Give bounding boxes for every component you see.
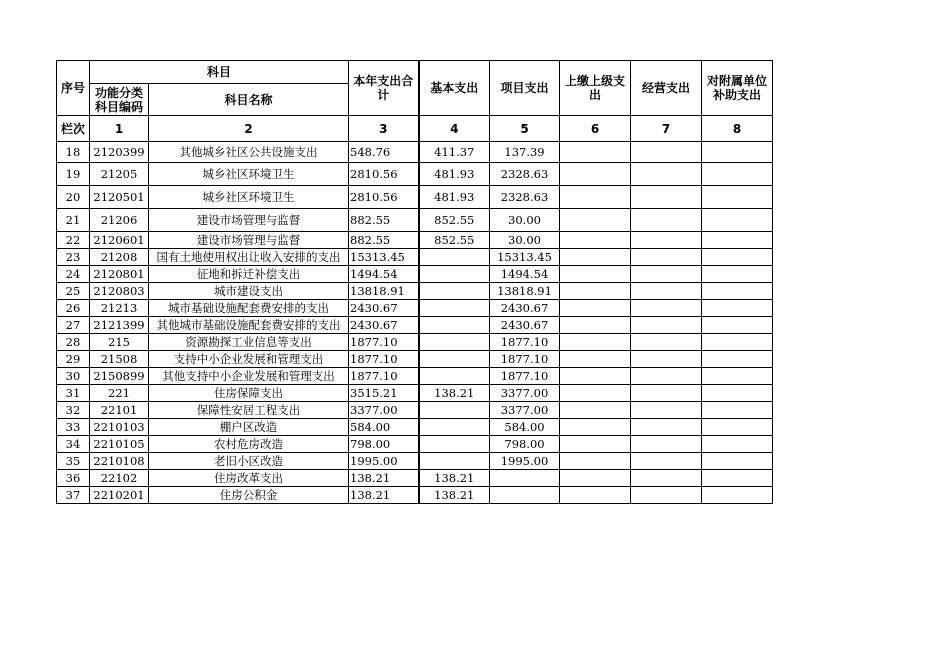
name-cell: 保障性安居工程支出	[149, 402, 349, 419]
name-cell: 其他支持中小企业发展和管理支出	[149, 368, 349, 385]
total-cell: 1995.00	[349, 453, 419, 470]
seq-cell: 20	[57, 186, 90, 209]
business-cell	[631, 470, 702, 487]
upper-cell	[560, 232, 631, 249]
basic-cell: 138.21	[419, 470, 490, 487]
table-row	[57, 487, 773, 504]
total-cell: 584.00	[349, 419, 419, 436]
total-cell: 1494.54	[349, 266, 419, 283]
code-cell: 221	[90, 385, 149, 402]
name-cell: 资源勘探工业信息等支出	[149, 334, 349, 351]
column-index-row	[57, 116, 773, 142]
table-row	[57, 163, 773, 186]
business-cell	[631, 351, 702, 368]
code-cell: 21213	[90, 300, 149, 317]
basic-cell: 138.21	[419, 487, 490, 504]
upper-cell	[560, 266, 631, 283]
seq-cell: 37	[57, 487, 90, 504]
basic-cell	[419, 334, 490, 351]
name-cell: 建设市场管理与监督	[149, 232, 349, 249]
total-cell: 138.21	[349, 470, 419, 487]
upper-cell	[560, 249, 631, 266]
code-cell: 2150899	[90, 368, 149, 385]
table-row	[57, 385, 773, 402]
project-cell: 30.00	[490, 209, 560, 232]
total-cell: 1877.10	[349, 368, 419, 385]
upper-cell	[560, 163, 631, 186]
name-cell: 其他城市基础设施配套费安排的支出	[149, 317, 349, 334]
name-cell: 住房改革支出	[149, 470, 349, 487]
upper-cell	[560, 419, 631, 436]
basic-cell: 852.55	[419, 209, 490, 232]
upper-cell	[560, 209, 631, 232]
project-cell: 3377.00	[490, 385, 560, 402]
project-cell: 13818.91	[490, 283, 560, 300]
basic-cell	[419, 419, 490, 436]
subsidy-cell	[702, 385, 773, 402]
upper-cell	[560, 300, 631, 317]
business-cell	[631, 142, 702, 163]
subsidy-cell	[702, 453, 773, 470]
total-cell: 15313.45	[349, 249, 419, 266]
upper-cell	[560, 402, 631, 419]
total-cell: 138.21	[349, 487, 419, 504]
total-cell: 3377.00	[349, 402, 419, 419]
project-cell: 3377.00	[490, 402, 560, 419]
seq-cell: 30	[57, 368, 90, 385]
code-cell: 215	[90, 334, 149, 351]
code-cell: 21508	[90, 351, 149, 368]
upper-cell	[560, 334, 631, 351]
name-cell: 城乡社区环境卫生	[149, 163, 349, 186]
basic-cell	[419, 249, 490, 266]
subsidy-cell	[702, 470, 773, 487]
code-header: 功能分类科目编码	[90, 84, 149, 116]
business-cell	[631, 249, 702, 266]
subject-header: 科目	[90, 61, 349, 84]
subsidy-cell	[702, 266, 773, 283]
name-cell: 城乡社区环境卫生	[149, 186, 349, 209]
code-cell: 2210108	[90, 453, 149, 470]
upper-cell	[560, 142, 631, 163]
column-index-7: 7	[631, 116, 702, 142]
table-row	[57, 209, 773, 232]
column-index-3: 3	[349, 116, 419, 142]
basic-cell	[419, 283, 490, 300]
project-cell	[490, 487, 560, 504]
project-cell: 1494.54	[490, 266, 560, 283]
seq-cell: 28	[57, 334, 90, 351]
table-row	[57, 186, 773, 209]
subsidy-header: 对附属单位补助支出	[702, 61, 773, 116]
name-cell: 建设市场管理与监督	[149, 209, 349, 232]
upper-cell	[560, 283, 631, 300]
project-cell: 30.00	[490, 232, 560, 249]
table-row	[57, 142, 773, 163]
seq-cell: 36	[57, 470, 90, 487]
project-cell: 1877.10	[490, 334, 560, 351]
code-cell: 22101	[90, 402, 149, 419]
table-row	[57, 436, 773, 453]
project-cell: 137.39	[490, 142, 560, 163]
project-header: 项目支出	[490, 61, 560, 116]
code-cell: 2120803	[90, 283, 149, 300]
basic-cell	[419, 436, 490, 453]
total-cell: 2810.56	[349, 186, 419, 209]
seq-cell: 24	[57, 266, 90, 283]
business-cell	[631, 266, 702, 283]
header-row-1	[57, 61, 773, 84]
basic-cell: 852.55	[419, 232, 490, 249]
code-cell: 21208	[90, 249, 149, 266]
name-cell: 棚户区改造	[149, 419, 349, 436]
basic-cell	[419, 453, 490, 470]
upper-cell	[560, 351, 631, 368]
name-header: 科目名称	[149, 84, 349, 116]
code-cell: 2210105	[90, 436, 149, 453]
total-cell: 2430.67	[349, 300, 419, 317]
table-body	[57, 142, 773, 504]
seq-cell: 19	[57, 163, 90, 186]
code-cell: 2120399	[90, 142, 149, 163]
project-cell: 584.00	[490, 419, 560, 436]
total-cell: 882.55	[349, 209, 419, 232]
column-index-8: 8	[702, 116, 773, 142]
seq-cell: 23	[57, 249, 90, 266]
code-cell: 21205	[90, 163, 149, 186]
subsidy-cell	[702, 209, 773, 232]
total-cell: 882.55	[349, 232, 419, 249]
table-row	[57, 470, 773, 487]
business-cell	[631, 163, 702, 186]
project-cell: 2328.63	[490, 163, 560, 186]
code-cell: 2210103	[90, 419, 149, 436]
project-cell: 15313.45	[490, 249, 560, 266]
column-index-2: 2	[149, 116, 349, 142]
table-row	[57, 402, 773, 419]
seq-cell: 26	[57, 300, 90, 317]
column-index-5: 5	[490, 116, 560, 142]
business-cell	[631, 209, 702, 232]
total-cell: 1877.10	[349, 351, 419, 368]
subsidy-cell	[702, 351, 773, 368]
column-index-6: 6	[560, 116, 631, 142]
seq-cell: 21	[57, 209, 90, 232]
code-cell: 22102	[90, 470, 149, 487]
table-row	[57, 232, 773, 249]
basic-cell	[419, 300, 490, 317]
business-cell	[631, 368, 702, 385]
business-header: 经营支出	[631, 61, 702, 116]
column-index-label: 栏次	[57, 116, 90, 142]
business-cell	[631, 419, 702, 436]
project-cell	[490, 470, 560, 487]
name-cell: 住房保障支出	[149, 385, 349, 402]
project-cell: 1995.00	[490, 453, 560, 470]
business-cell	[631, 453, 702, 470]
table-row	[57, 351, 773, 368]
seq-cell: 33	[57, 419, 90, 436]
name-cell: 城市基础设施配套费安排的支出	[149, 300, 349, 317]
subsidy-cell	[702, 419, 773, 436]
seq-cell: 29	[57, 351, 90, 368]
basic-cell	[419, 402, 490, 419]
subsidy-cell	[702, 334, 773, 351]
upper-cell	[560, 453, 631, 470]
seq-header: 序号	[57, 61, 90, 116]
basic-cell: 411.37	[419, 142, 490, 163]
upper-cell	[560, 368, 631, 385]
business-cell	[631, 300, 702, 317]
project-cell: 1877.10	[490, 368, 560, 385]
business-cell	[631, 436, 702, 453]
total-cell: 798.00	[349, 436, 419, 453]
business-cell	[631, 317, 702, 334]
upper-cell	[560, 186, 631, 209]
table-row	[57, 368, 773, 385]
column-index-1: 1	[90, 116, 149, 142]
basic-cell: 138.21	[419, 385, 490, 402]
basic-cell	[419, 317, 490, 334]
business-cell	[631, 385, 702, 402]
business-cell	[631, 402, 702, 419]
subsidy-cell	[702, 317, 773, 334]
seq-cell: 35	[57, 453, 90, 470]
upper-cell	[560, 470, 631, 487]
total-cell: 2430.67	[349, 317, 419, 334]
subsidy-cell	[702, 163, 773, 186]
total-cell: 13818.91	[349, 283, 419, 300]
seq-cell: 18	[57, 142, 90, 163]
total-cell: 548.76	[349, 142, 419, 163]
seq-cell: 22	[57, 232, 90, 249]
code-cell: 2120601	[90, 232, 149, 249]
code-cell: 21206	[90, 209, 149, 232]
subsidy-cell	[702, 436, 773, 453]
name-cell: 农村危房改造	[149, 436, 349, 453]
basic-header: 基本支出	[419, 61, 490, 116]
subsidy-cell	[702, 402, 773, 419]
project-cell: 798.00	[490, 436, 560, 453]
name-cell: 住房公积金	[149, 487, 349, 504]
business-cell	[631, 487, 702, 504]
column-index-4: 4	[419, 116, 490, 142]
name-cell: 其他城乡社区公共设施支出	[149, 142, 349, 163]
project-cell: 2430.67	[490, 317, 560, 334]
subsidy-cell	[702, 232, 773, 249]
upper-header: 上缴上级支出	[560, 61, 631, 116]
basic-cell	[419, 368, 490, 385]
upper-cell	[560, 487, 631, 504]
seq-cell: 25	[57, 283, 90, 300]
project-cell: 1877.10	[490, 351, 560, 368]
table-row	[57, 317, 773, 334]
upper-cell	[560, 385, 631, 402]
basic-cell	[419, 351, 490, 368]
name-cell: 老旧小区改造	[149, 453, 349, 470]
seq-cell: 34	[57, 436, 90, 453]
code-cell: 2120501	[90, 186, 149, 209]
code-cell: 2121399	[90, 317, 149, 334]
business-cell	[631, 334, 702, 351]
table-row	[57, 300, 773, 317]
total-cell: 2810.56	[349, 163, 419, 186]
total-cell: 1877.10	[349, 334, 419, 351]
basic-cell	[419, 266, 490, 283]
expenditure-table	[56, 60, 773, 504]
table-row	[57, 249, 773, 266]
project-cell: 2328.63	[490, 186, 560, 209]
name-cell: 征地和拆迁补偿支出	[149, 266, 349, 283]
subsidy-cell	[702, 249, 773, 266]
subsidy-cell	[702, 186, 773, 209]
upper-cell	[560, 317, 631, 334]
subsidy-cell	[702, 142, 773, 163]
name-cell: 国有土地使用权出让收入安排的支出	[149, 249, 349, 266]
table-row	[57, 266, 773, 283]
name-cell: 支持中小企业发展和管理支出	[149, 351, 349, 368]
table-row	[57, 283, 773, 300]
seq-cell: 31	[57, 385, 90, 402]
name-cell: 城市建设支出	[149, 283, 349, 300]
total-header: 本年支出合计	[349, 61, 419, 116]
seq-cell: 27	[57, 317, 90, 334]
subsidy-cell	[702, 300, 773, 317]
code-cell: 2120801	[90, 266, 149, 283]
table-row	[57, 419, 773, 436]
seq-cell: 32	[57, 402, 90, 419]
basic-cell: 481.93	[419, 163, 490, 186]
table-row	[57, 453, 773, 470]
business-cell	[631, 186, 702, 209]
table-row	[57, 334, 773, 351]
subsidy-cell	[702, 368, 773, 385]
basic-cell: 481.93	[419, 186, 490, 209]
business-cell	[631, 232, 702, 249]
project-cell: 2430.67	[490, 300, 560, 317]
total-cell: 3515.21	[349, 385, 419, 402]
code-cell: 2210201	[90, 487, 149, 504]
subsidy-cell	[702, 283, 773, 300]
business-cell	[631, 283, 702, 300]
subsidy-cell	[702, 487, 773, 504]
upper-cell	[560, 436, 631, 453]
